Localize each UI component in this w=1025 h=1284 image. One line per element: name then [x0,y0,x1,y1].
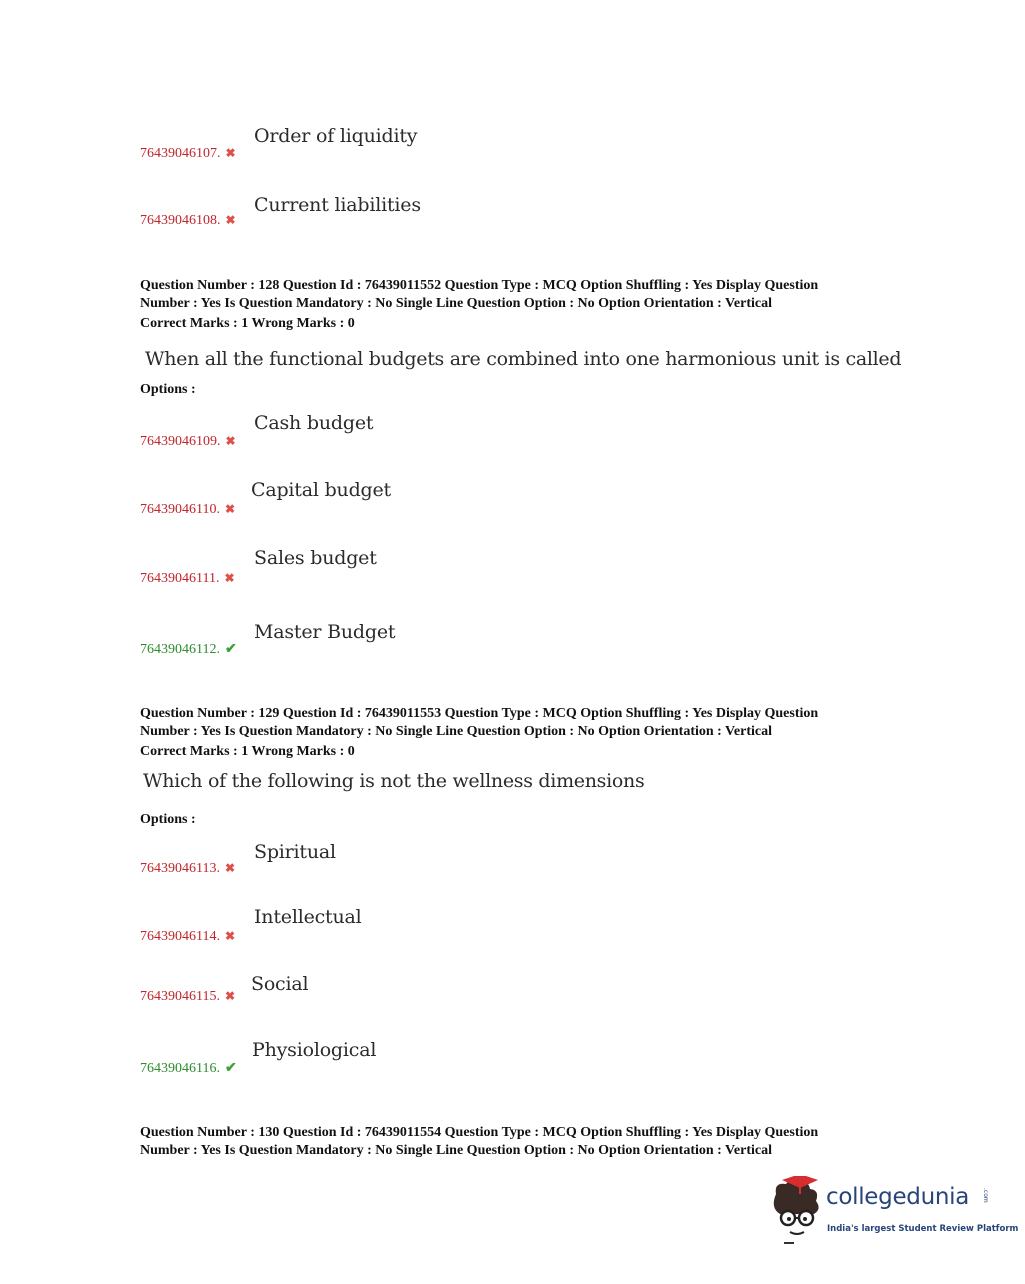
question-text: When all the functional budgets are combined into one harmonious unit is called [145,348,902,370]
cross-icon: ✖ [224,929,236,943]
option-id: 76439046107. ✖ [140,146,236,161]
cross-icon: ✖ [224,502,236,516]
option-text: Master Budget [254,621,396,643]
logo-suffix: .com [982,1188,989,1203]
option-text: Order of liquidity [254,125,418,147]
cross-icon: ✖ [225,434,236,448]
logo-name: collegedunia [826,1184,970,1210]
logo-tagline: India's largest Student Review Platform [827,1224,1019,1234]
cross-icon: ✖ [224,571,235,585]
option-text: Current liabilities [254,194,421,216]
collegedunia-logo [766,1176,1019,1248]
option-id: 76439046112. ✔ [140,642,237,657]
option-text: Physiological [252,1039,377,1061]
option-text: Sales budget [254,547,377,569]
cross-icon: ✖ [225,213,236,227]
option-text: Capital budget [251,479,391,501]
check-icon: ✔ [224,1061,237,1076]
option-id: 76439046108. ✖ [140,213,236,228]
option-text: Social [251,973,309,995]
question-meta: Question Number : 128 Question Id : 76439011552 Question Type : MCQ Option Shuffling : Yes Display Question Number : Yes Is Question Mandatory : No Single Line Question Option : No Option Orientation : Vertical Correct Marks : 1 Wrong Marks : 0 [140,278,819,331]
question-meta: Question Number : 130 Question Id : 76439011554 Question Type : MCQ Option Shuffling : Yes Display Question Number : Yes Is Question Mandatory : No Single Line Question Option : No Option Orientation : Vertical [140,1125,819,1158]
option-id: 76439046109. ✖ [140,434,236,449]
option-id: 76439046111. ✖ [140,571,235,586]
mascot-icon [766,1176,828,1248]
option-text: Cash budget [254,412,374,434]
option-id: 76439046114. ✖ [140,929,236,944]
option-id: 76439046113. ✖ [140,861,236,876]
option-id: 76439046115. ✖ [140,989,236,1004]
cross-icon: ✖ [225,146,236,160]
check-icon: ✔ [224,642,237,657]
question-meta: Question Number : 129 Question Id : 76439011553 Question Type : MCQ Option Shuffling : Yes Display Question Number : Yes Is Question Mandatory : No Single Line Question Option : No Option Orientation : Vertical Correct Marks : 1 Wrong Marks : 0 [140,706,819,759]
options-label: Options : [140,382,196,397]
option-id: 76439046116. ✔ [140,1061,237,1076]
option-text: Intellectual [254,906,362,928]
options-label: Options : [140,812,196,827]
cross-icon: ✖ [224,861,236,875]
option-id: 76439046110. ✖ [140,502,236,517]
question-text: Which of the following is not the wellness dimensions [143,770,645,792]
cross-icon: ✖ [224,989,236,1003]
option-text: Spiritual [254,841,336,863]
